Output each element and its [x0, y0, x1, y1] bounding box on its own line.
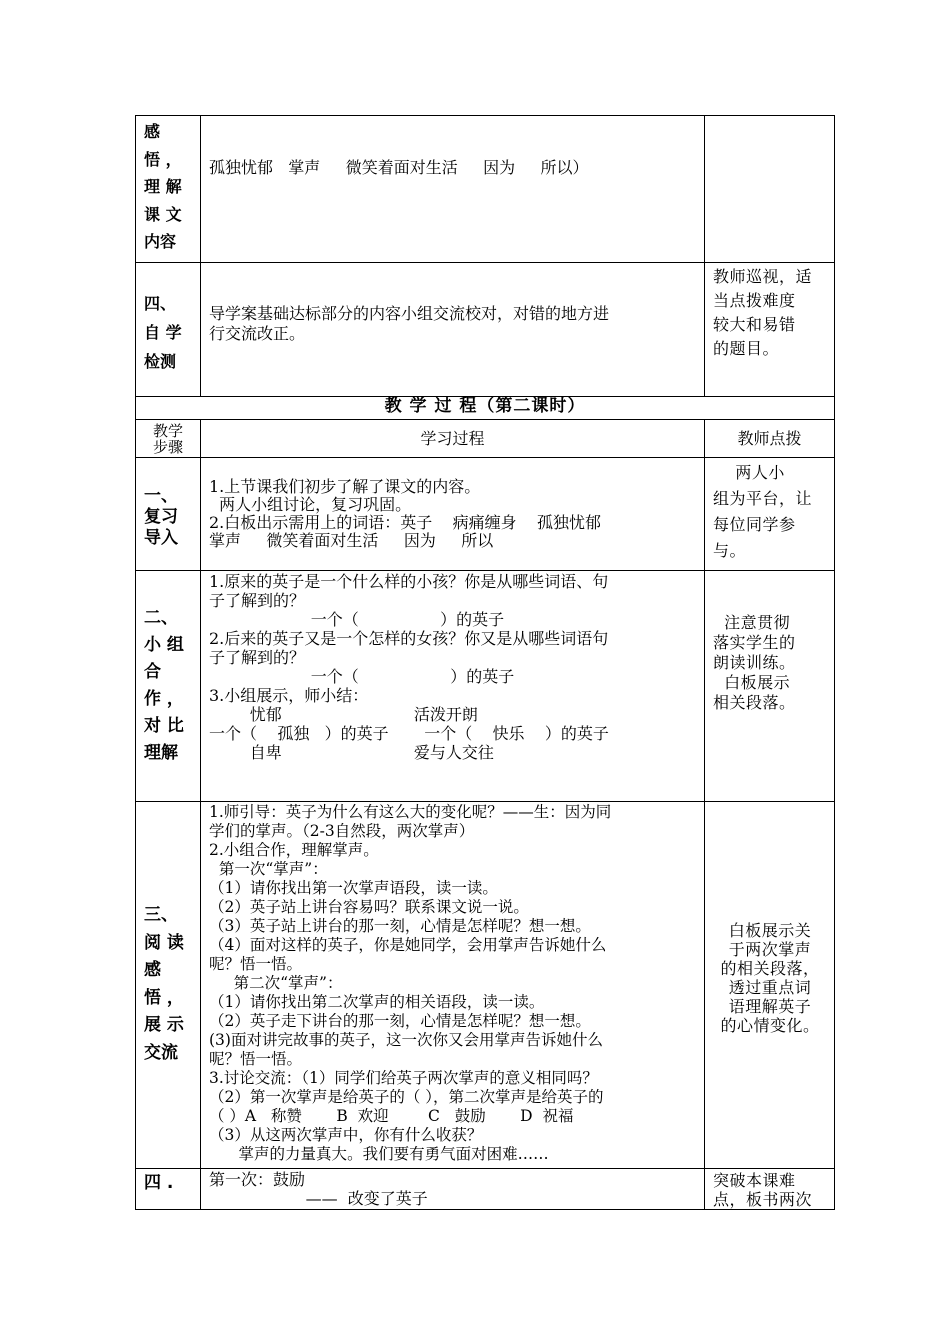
lesson-plan-table	[135, 115, 835, 1210]
content-text: 第一次：鼓励 —— 改变了英子	[209, 1170, 428, 1208]
step-label: 一、 复习 导入	[144, 486, 178, 548]
step-cell	[136, 116, 201, 263]
table-row	[136, 458, 835, 571]
table-row	[136, 571, 835, 802]
section-title: 教 学 过 程（第二课时）	[136, 397, 835, 420]
step-cell	[136, 571, 201, 802]
content-cell	[201, 116, 705, 263]
table-row	[136, 263, 835, 397]
header-step	[136, 420, 201, 458]
header-row	[136, 420, 835, 458]
note-cell	[705, 458, 835, 571]
content-text: 孤独忧郁 掌声 微笑着面对生活 因为 所以）	[209, 157, 589, 177]
note-text: 两人小 组为平台，让 每位同学参 与。	[713, 463, 813, 560]
note-cell	[705, 802, 835, 1169]
content-cell	[201, 802, 705, 1169]
note-cell	[705, 571, 835, 802]
step-cell	[136, 263, 201, 397]
header-process: 学习过程	[201, 420, 705, 458]
content-text: 导学案基础达标部分的内容小组交流校对，对错的地方进 行交流改正。	[209, 304, 610, 343]
note-text	[705, 116, 834, 118]
content-text: 1.师引导：英子为什么有这么大的变化呢？——生：因为同 学们的掌声。（2-3自然段，两次掌声） 2.小组合作，理解掌声。 第一次“掌声”： （1）请你找出第一次掌声语段，读一读。 （2）英子站上讲台容易吗？联系课文说一说。 （3）英子站上讲台的那一刻，心情是怎样呢？想一想。 （4）面对这样的英子，你是她同学，会用掌声告诉她什么 呢？悟一悟。 第二次“掌声”： （1）请你找出第二次掌声的相关语段，读一读。 （2）英子走下讲台的那一刻，心情是怎样呢？想一想。 (3)面对讲完故事的英子，这一次你又会用掌声告诉她什么 呢？悟一悟。 3.讨论交流：（1）同学们给英子两次掌声的意义相同吗？ （2）第一次掌声是给英子的（ ），第二次掌声是给英子的 （ ）A 称赞 B 欢迎 C 鼓励 D 祝福 （3）从这两次掌声中，你有什么收获？ 掌声的力量真大。我们要有勇气面对困难……	[209, 803, 612, 1163]
note-cell	[705, 116, 835, 263]
content-text: 1.原来的英子是一个什么样的小孩？你是从哪些词语、句 子了解到的？ 一个（ ）的英子 2.后来的英子又是一个怎样的女孩？你又是从哪些词语句 子了解到的？ 一个（ ）的英子 3.小组展示，师小结： 忧郁 活泼开朗 一个（ 孤独 ）的英子 一个（ 快乐 ）的英子 自卑 爱与人交往	[209, 572, 609, 762]
content-text: 1.上节课我们初步了解了课文的内容。 两人小组讨论，复习巩固。 2.白板出示需用上的词语：英子 病痛缠身 孤独忧郁 掌声 微笑着面对生活 因为 所以	[209, 477, 601, 550]
content-cell	[201, 571, 705, 802]
note-text: 注意贯彻 落实学生的 朗读训练。 白板展示 相关段落。	[713, 613, 796, 712]
note-text: 白板展示关 于两次掌声 的相关段落， 透过重点词 语理解英子 的心情变化。	[720, 921, 820, 1035]
step-label: 三、 阅 读 感 悟 ， 展 示 交流	[144, 905, 184, 1063]
header-step-label: 教学 步骤	[152, 421, 183, 456]
header-notes: 教师点拨	[705, 420, 835, 458]
step-label: 四 .	[144, 1173, 174, 1193]
content-cell	[201, 1169, 705, 1210]
table-row	[136, 116, 835, 263]
content-cell	[201, 263, 705, 397]
content-cell	[201, 458, 705, 571]
step-cell	[136, 802, 201, 1169]
step-cell	[136, 458, 201, 571]
note-text: 突破本课难 点，板书两次	[713, 1171, 813, 1209]
section-title-row	[136, 397, 835, 420]
table-row	[136, 1169, 835, 1210]
note-cell	[705, 1169, 835, 1210]
step-label: 四、 自 学 检测	[144, 294, 182, 371]
step-label: 感 悟 ， 理 解 课 文 内容	[144, 122, 182, 251]
step-label: 二、 小 组 合 作 ， 对 比 理解	[144, 608, 184, 763]
step-cell	[136, 1169, 201, 1210]
note-cell	[705, 263, 835, 397]
note-text: 教师巡视，适 当点拨难度 较大和易错 的题目。	[713, 267, 813, 358]
table-row	[136, 802, 835, 1169]
